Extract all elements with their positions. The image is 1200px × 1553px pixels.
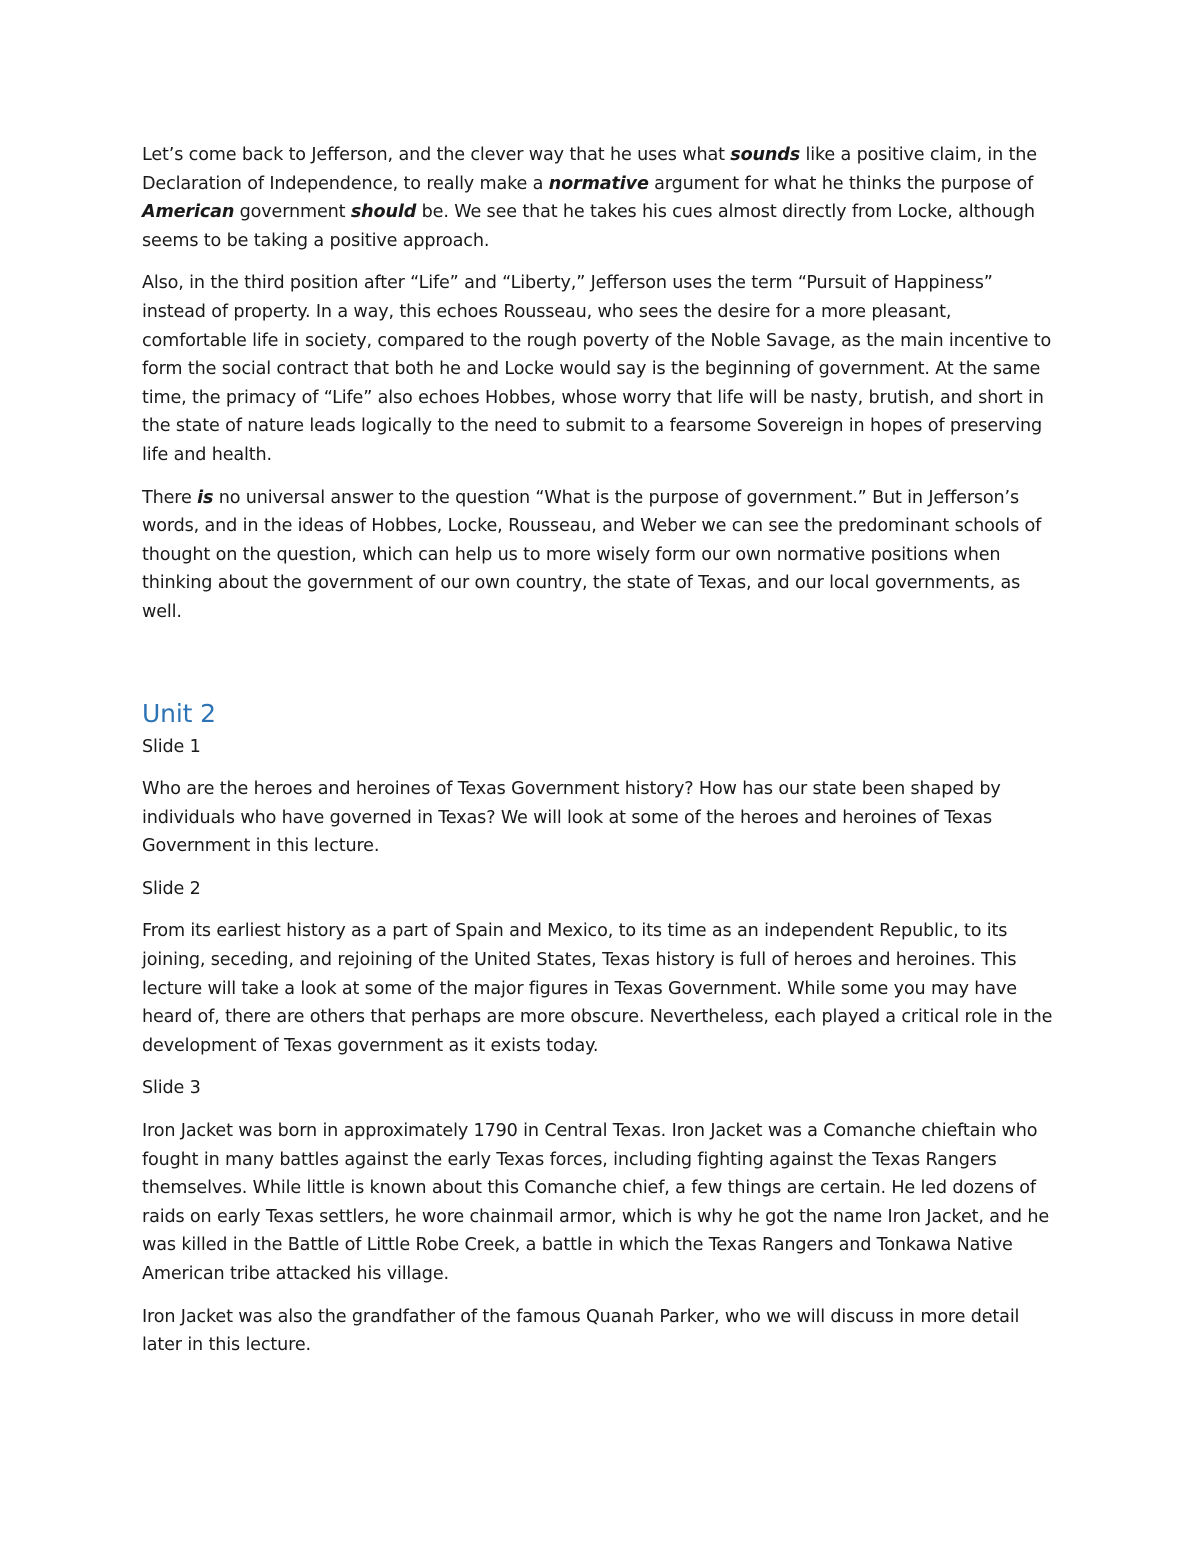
emphasis-should: should xyxy=(350,202,417,223)
document-body xyxy=(142,141,1060,1374)
unit-heading: Unit 2 xyxy=(142,698,216,728)
slide-3-paragraph-quanah-parker: Iron Jacket was also the grandfather of the famous Quanah Parker, who we will discuss in more detail later in this lecture. xyxy=(142,1306,1020,1356)
slide-2-paragraph: From its earliest history as a part of Spain and Mexico, to its time as an independent Republic, to its joining, seceding, and rejoining of the United States, Texas history is full of heroes and heroines. This lecture will take a look at some of the major figures in Texas Government. While some you may have heard of, there are others that perhaps are more obscure. Nevertheless, each played a critical role in the development of Texas government as it exists today. xyxy=(142,921,1053,1056)
paragraph-jefferson-normative xyxy=(142,141,1060,255)
text-run: no universal answer to the question “What is the purpose of government.” But in Jefferson’s words, and in the ideas of Hobbes, Locke, Rousseau, and Weber we can see the predominant schools of thought on the question, which can help us to more wisely form our own normative positions when thinking about the government of our own country, the state of Texas, and our local governments, as well. xyxy=(142,487,1042,622)
emphasis-sounds: sounds xyxy=(730,145,801,165)
text-run: like a positive claim, in the Declaration of Independence, to really make a xyxy=(142,145,1037,194)
slide-label-1: Slide 1 xyxy=(142,736,201,757)
text-run: There xyxy=(142,487,198,508)
slide-3-paragraph-iron-jacket: Iron Jacket was born in approximately 1790 in Central Texas. Iron Jacket was a Comanche chieftain who fought in many battles against the early Texas forces, including fighting against the Texas Rangers themselves. While little is known about this Comanche chief, a few things are certain. He led dozens of raids on early Texas settlers, he wore chainmail armor, which is why he got the name Iron Jacket, and he was killed in the Battle of Little Robe Creek, a battle in which the Texas Rangers and Tonkawa Native American tribe attacked his village. xyxy=(142,1121,1050,1284)
emphasis-normative: normative xyxy=(548,173,649,194)
text-run: government xyxy=(234,202,351,223)
emphasis-is: is xyxy=(197,487,214,508)
slide-label-2: Slide 2 xyxy=(142,878,201,899)
paragraph-purpose-of-government xyxy=(142,484,1060,627)
slide-1-paragraph: Who are the heroes and heroines of Texas Government history? How has our state been shaped by individuals who have governed in Texas? We will look at some of the heroes and heroines of Texas Government in this lecture. xyxy=(142,779,1001,857)
text-run: be. We see that he takes his cues almost directly from Locke, although seems to be taking a positive approach. xyxy=(142,202,1035,251)
text-run: argument for what he thinks the purpose of xyxy=(648,173,1034,194)
slide-label-3: Slide 3 xyxy=(142,1078,201,1099)
emphasis-american: American xyxy=(142,202,235,223)
text-run: Let’s come back to Jefferson, and the clever way that he uses what xyxy=(142,145,731,165)
paragraph-pursuit-of-happiness: Also, in the third position after “Life” and “Liberty,” Jefferson uses the term “Pursuit of Happiness” instead of property. In a way, this echoes Rousseau, who sees the desire for a more pleasant, comfortable life in society, compared to the rough poverty of the Noble Savage, as the main incentive to form the social contract that both he and Locke would say is the beginning of government. At the same time, the primacy of “Life” also echoes Hobbes, whose worry that life will be nasty, brutish, and short in the state of nature leads logically to the need to submit to a fearsome Sovereign in hopes of preserving life and health. xyxy=(142,273,1052,465)
